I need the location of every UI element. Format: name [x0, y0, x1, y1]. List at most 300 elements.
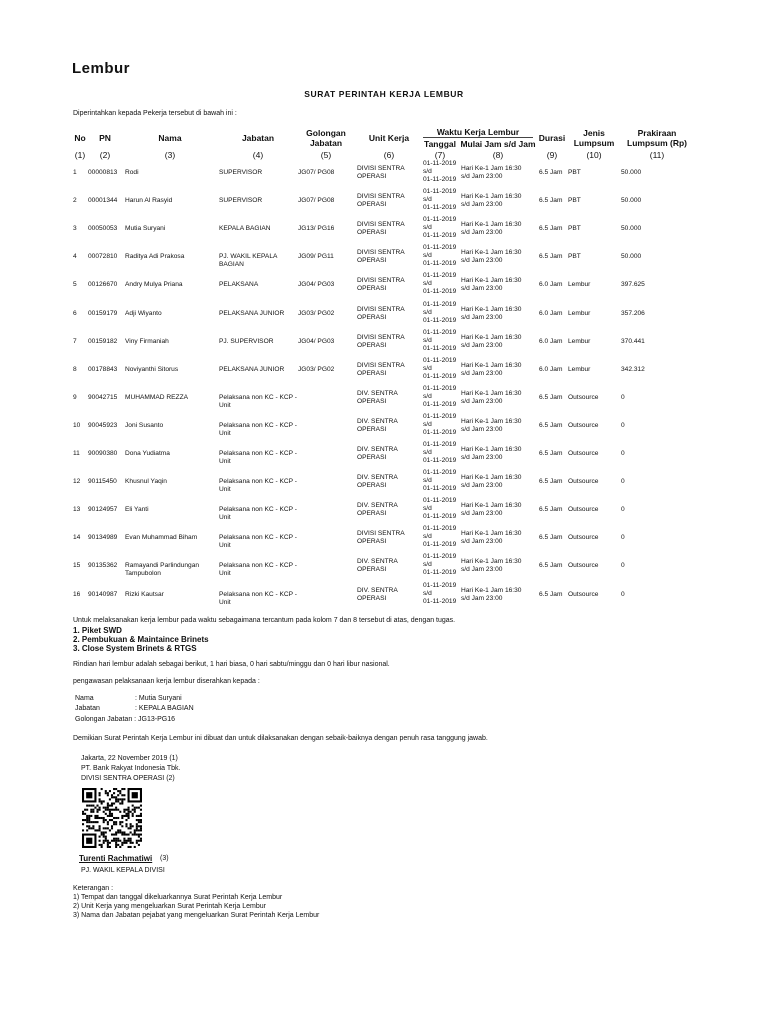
row-nilai: 0 [621, 534, 625, 542]
row-jam-part: s/d Jam 23:00 [461, 341, 503, 349]
row-no: 6 [73, 309, 77, 317]
row-tanggal-part: 01-11-2019 [423, 400, 457, 408]
intro-text: Diperintahkan kepada Pekerja tersebut di bawah ini : [73, 110, 237, 117]
row-jam-part: s/d Jam 23:00 [461, 425, 503, 433]
row-jabatan: Pelaksana non KC - KCP - Unit [219, 421, 297, 437]
row-durasi: 6.0 Jam [539, 365, 563, 373]
row-durasi: 6.5 Jam [539, 169, 563, 176]
note-3: 3) Nama dan Jabatan pejabat yang mengeluarkan Surat Perintah Kerja Lembur [73, 912, 320, 919]
row-tanggal-part: 01-11-2019 [423, 244, 457, 252]
row-jam-part: Hari Ke-1 Jam 16:30 [461, 586, 522, 594]
row-tanggal-part: 01-11-2019 [423, 428, 457, 436]
row-nilai: 50.000 [621, 225, 642, 233]
colnum-7: (7) [434, 150, 446, 160]
row-jam-part: s/d Jam 23:00 [461, 594, 503, 602]
row-jabatan: Pelaksana non KC - KCP - Unit [219, 590, 297, 606]
row-durasi: 6.5 Jam [539, 225, 563, 233]
row-jenis: PBT [568, 169, 581, 176]
row-tanggal-part: 01-11-2019 [423, 216, 457, 224]
row-tanggal-part: 01-11-2019 [423, 232, 457, 240]
row-nilai: 370.441 [621, 337, 645, 345]
row-jam-part: Hari Ke-1 Jam 16:30 [461, 277, 522, 285]
row-unit-kerja: DIVISI SENTRA OPERASI [357, 333, 405, 349]
row-tanggal-part: s/d [423, 392, 432, 400]
row-jabatan: Pelaksana non KC - KCP - Unit [219, 478, 297, 494]
row-durasi: 6.5 Jam [539, 534, 563, 542]
row-durasi: 6.5 Jam [539, 393, 563, 401]
row-mulai-jam [461, 530, 521, 546]
row-tanggal-part: s/d [423, 449, 432, 456]
table-row [0, 272, 768, 300]
signer-name: Turenti Rachmatiwi [79, 854, 153, 863]
row-tanggal [423, 357, 456, 381]
row-tanggal-part: 01-11-2019 [423, 344, 457, 352]
row-golongan: JG13/ PG16 [298, 225, 335, 233]
row-nilai: 397.625 [621, 281, 645, 289]
row-jam-part: s/d Jam 23:00 [461, 510, 503, 518]
row-tanggal-part: s/d [423, 561, 432, 569]
table-row [0, 525, 768, 553]
row-tanggal-part: 01-11-2019 [423, 541, 457, 549]
row-nama: Eli Yanti [125, 506, 149, 514]
row-mulai-jam [461, 165, 521, 181]
row-no: 11 [73, 450, 80, 457]
row-tanggal-part: 01-11-2019 [423, 300, 457, 308]
colnum-11: (11) [649, 150, 665, 160]
row-jenis: Outsource [568, 534, 599, 542]
row-jam-part: Hari Ke-1 Jam 16:30 [461, 530, 522, 538]
row-unit-kerja: DIV. SENTRA OPERASI [357, 558, 398, 574]
row-jam-part: Hari Ke-1 Jam 16:30 [461, 305, 522, 313]
row-unit-kerja: DIVISI SENTRA OPERASI [357, 305, 405, 321]
row-jam-part: s/d Jam 23:00 [461, 229, 503, 237]
row-jam-part: Hari Ke-1 Jam 16:30 [461, 165, 522, 172]
row-mulai-jam [461, 502, 521, 518]
row-nilai: 0 [621, 450, 625, 457]
row-tanggal-part: 01-11-2019 [423, 513, 457, 521]
row-tanggal-part: 01-11-2019 [423, 497, 457, 505]
row-tanggal-part: s/d [423, 252, 432, 260]
row-nama: Viny Firmaniah [125, 337, 169, 345]
row-unit-kerja: DIVISI SENTRA OPERASI [357, 221, 405, 237]
row-jam-part: s/d Jam 23:00 [461, 566, 503, 574]
company-name: PT. Bank Rakyat Indonesia Tbk. [81, 765, 181, 772]
row-no: 2 [73, 197, 77, 205]
row-mulai-jam [461, 558, 521, 574]
row-no: 5 [73, 281, 77, 289]
note-1: 1) Tempat dan tanggal dikeluarkannya Surat Perintah Kerja Lembur [73, 894, 283, 901]
row-tanggal [423, 497, 456, 521]
row-mulai-jam [461, 334, 521, 350]
row-pn: 90090380 [88, 450, 118, 457]
row-tanggal-part: 01-11-2019 [423, 569, 457, 577]
supervisor-jabatan-value: : KEPALA BAGIAN [135, 705, 194, 712]
row-tanggal-part: 01-11-2019 [423, 525, 457, 533]
row-unit-kerja: DIV. SENTRA OPERASI [357, 417, 398, 433]
row-jenis: Lembur [568, 337, 591, 345]
row-mulai-jam [461, 277, 521, 293]
row-durasi: 6.5 Jam [539, 590, 563, 598]
signer-number: (3) [160, 855, 169, 862]
row-pn: 00050053 [88, 225, 118, 233]
table-row [0, 553, 768, 581]
row-tanggal [423, 413, 456, 437]
row-jenis: PBT [568, 197, 581, 205]
notes-title: Keterangan : [73, 885, 114, 892]
row-tanggal-part: 01-11-2019 [423, 356, 457, 364]
col-golongan: Golongan Jabatan [306, 128, 346, 148]
table-row [0, 357, 768, 385]
colnum-6: (6) [383, 150, 395, 160]
row-jenis: PBT [568, 225, 581, 233]
pengawasan-text: pengawasan pelaksanaan kerja lembur diserahkan kepada : [73, 678, 260, 685]
row-no: 3 [73, 225, 77, 233]
row-nilai: 0 [621, 562, 625, 570]
row-durasi: 6.0 Jam [539, 309, 563, 317]
row-tanggal-part: s/d [423, 336, 432, 344]
row-jabatan: PELAKSANA JUNIOR [219, 309, 285, 317]
document-heading: SURAT PERINTAH KERJA LEMBUR [304, 89, 464, 99]
row-tanggal-part: 01-11-2019 [423, 412, 457, 420]
row-tanggal-part: s/d [423, 533, 432, 541]
row-tanggal-part: 01-11-2019 [423, 204, 457, 212]
row-durasi: 6.0 Jam [539, 337, 563, 345]
row-tanggal [423, 188, 456, 212]
row-unit-kerja: DIVISI SENTRA OPERASI [357, 361, 405, 377]
row-unit-kerja: DIVISI SENTRA OPERASI [357, 165, 405, 180]
row-mulai-jam [461, 474, 521, 490]
col-pn: PN [99, 133, 111, 143]
row-nilai: 357.206 [621, 309, 645, 317]
row-mulai-jam [461, 249, 521, 265]
row-jenis: Outsource [568, 421, 599, 429]
row-no: 13 [73, 506, 81, 514]
row-golongan: JG03/ PG02 [298, 365, 335, 373]
row-tanggal-part: 01-11-2019 [423, 288, 457, 296]
row-durasi: 6.5 Jam [539, 562, 563, 570]
row-mulai-jam [461, 362, 521, 378]
table-row [0, 244, 768, 272]
row-tanggal [423, 160, 456, 184]
row-unit-kerja: DIV. SENTRA OPERASI [357, 389, 398, 405]
row-tanggal-part: s/d [423, 224, 432, 232]
row-no: 10 [73, 421, 81, 429]
row-nama: Noviyanthi Sitorus [125, 365, 179, 373]
task-2: 2. Pembukuan & Maintaince Brinets [73, 635, 209, 644]
row-pn: 90042715 [88, 393, 118, 401]
row-tanggal-part: s/d [423, 589, 432, 597]
row-tanggal-part: 01-11-2019 [423, 328, 457, 336]
col-nama: Nama [158, 133, 182, 143]
row-unit-kerja: DIVISI SENTRA OPERASI [357, 249, 405, 265]
row-tanggal [423, 525, 456, 549]
row-tanggal [423, 272, 456, 296]
colnum-9: (9) [546, 150, 558, 160]
row-mulai-jam [461, 221, 521, 237]
row-nama: Raditya Adi Prakosa [125, 253, 185, 261]
row-nilai: 0 [621, 393, 625, 401]
supervisor-nama-label: Nama [75, 695, 94, 702]
row-tanggal-part: 01-11-2019 [423, 272, 457, 280]
row-jabatan: PJ. WAKIL KEPALA BAGIAN [219, 253, 278, 269]
supervisor-jabatan-label: Jabatan [75, 705, 100, 712]
row-jam-part: s/d Jam 23:00 [461, 257, 503, 265]
row-nama: Rodi [125, 169, 139, 176]
row-nama: Mutia Suryani [125, 225, 166, 233]
row-durasi: 6.5 Jam [539, 450, 563, 457]
row-no: 15 [73, 562, 81, 570]
closing-text: Demikian Surat Perintah Kerja Lembur ini dibuat dan untuk dilaksanakan dengan sebaik-baiknya dengan penuh rasa tanggung jawab. [73, 735, 488, 742]
row-golongan: JG03/ PG02 [298, 309, 335, 317]
row-nama: Harun Al Rasyid [125, 197, 173, 205]
row-tanggal-part: s/d [423, 168, 432, 175]
colnum-3: (3) [164, 150, 176, 160]
row-nilai: 0 [621, 590, 625, 598]
row-nama: Ramayandi Parlindungan Tampubolon [125, 562, 200, 578]
row-golongan: JG07/ PG08 [298, 197, 335, 205]
row-jam-part: Hari Ke-1 Jam 16:30 [461, 193, 522, 201]
row-tanggal-part: 01-11-2019 [423, 188, 457, 196]
row-tanggal-part: s/d [423, 477, 432, 485]
row-durasi: 6.5 Jam [539, 253, 563, 261]
row-tanggal-part: 01-11-2019 [423, 581, 457, 589]
signer-role: PJ. WAKIL KEPALA DIVISI [81, 867, 165, 874]
row-mulai-jam [461, 193, 521, 209]
row-jam-part: s/d Jam 23:00 [461, 285, 503, 293]
row-tanggal-part: 01-11-2019 [423, 160, 457, 167]
colnum-1: (1) [74, 150, 86, 160]
row-jabatan: Pelaksana non KC - KCP - Unit [219, 393, 297, 409]
col-no: No [74, 133, 86, 143]
row-jabatan: PELAKSANA [219, 281, 259, 289]
row-jabatan: Pelaksana non KC - KCP - Unit [219, 450, 297, 465]
col-durasi: Durasi [538, 133, 566, 143]
row-tanggal [423, 469, 456, 493]
row-nama: Khusnul Yaqin [125, 478, 167, 486]
table-row [0, 469, 768, 497]
col-tanggal: Tanggal [424, 139, 456, 149]
row-jenis: PBT [568, 253, 581, 261]
col-mulai: Mulai Jam s/d Jam [460, 139, 536, 149]
row-pn: 00001344 [88, 197, 118, 205]
row-jabatan: Pelaksana non KC - KCP - Unit [219, 562, 297, 578]
row-no: 16 [73, 590, 81, 598]
row-jam-part: s/d Jam 23:00 [461, 201, 503, 209]
page-title: Lembur [72, 60, 131, 77]
row-jam-part: s/d Jam 23:00 [461, 538, 503, 546]
table-row [0, 582, 768, 610]
colnum-4: (4) [252, 150, 264, 160]
place-date: Jakarta, 22 November 2019 (1) [81, 755, 178, 762]
row-unit-kerja: DIVISI SENTRA OPERASI [357, 277, 405, 293]
row-tanggal [423, 441, 456, 465]
row-pn: 00000813 [88, 169, 118, 176]
row-unit-kerja: DIVISI SENTRA OPERASI [357, 193, 405, 209]
row-nilai: 50.000 [621, 197, 642, 205]
row-mulai-jam [461, 446, 521, 462]
row-jam-part: s/d Jam 23:00 [461, 482, 503, 490]
row-jam-part: Hari Ke-1 Jam 16:30 [461, 389, 522, 397]
task-intro: Untuk melaksanakan kerja lembur pada waktu sebagaimana tercantum pada kolom 7 dan 8 tersebut di atas, dengan tugas. [73, 617, 456, 624]
row-jenis: Lembur [568, 365, 591, 373]
row-pn: 00126670 [88, 281, 118, 289]
row-jam-part: Hari Ke-1 Jam 16:30 [461, 417, 522, 425]
row-jabatan: KEPALA BAGIAN [219, 225, 271, 233]
row-tanggal [423, 301, 456, 325]
row-nilai: 342.312 [621, 365, 645, 373]
row-jabatan: PJ. SUPERVISOR [219, 337, 274, 345]
row-tanggal-part: s/d [423, 420, 432, 428]
table-row [0, 329, 768, 357]
row-pn: 00159182 [88, 337, 118, 345]
row-nilai: 0 [621, 478, 625, 486]
row-mulai-jam [461, 418, 521, 434]
row-pn: 00178843 [88, 365, 118, 373]
col-jenis: Jenis Lumpsum [573, 128, 615, 148]
row-jam-part: Hari Ke-1 Jam 16:30 [461, 446, 522, 453]
row-pn: 90124957 [88, 506, 118, 514]
row-tanggal [423, 582, 456, 606]
row-no: 7 [73, 337, 77, 345]
row-no: 4 [73, 253, 77, 261]
row-tanggal-part: 01-11-2019 [423, 316, 457, 324]
row-jam-part: s/d Jam 23:00 [461, 397, 503, 405]
colnum-5: (5) [320, 150, 332, 160]
task-3: 3. Close System Brinets & RTGS [73, 644, 197, 653]
row-nama: Joni Susanto [125, 421, 164, 429]
table-row [0, 216, 768, 244]
row-jabatan: Pelaksana non KC - KCP - Unit [219, 534, 297, 550]
row-jam-part: s/d Jam 23:00 [461, 454, 503, 461]
table-row [0, 160, 768, 188]
row-tanggal [423, 385, 456, 409]
row-jabatan: PELAKSANA JUNIOR [219, 365, 285, 373]
row-jam-part: Hari Ke-1 Jam 16:30 [461, 474, 522, 482]
row-mulai-jam [461, 587, 521, 603]
row-tanggal-part: 01-11-2019 [423, 384, 457, 392]
table-row [0, 301, 768, 329]
note-2: 2) Unit Kerja yang mengeluarkan Surat Perintah Kerja Lembur [73, 903, 266, 910]
row-jenis: Lembur [568, 281, 591, 289]
row-tanggal [423, 216, 456, 240]
row-mulai-jam [461, 390, 521, 406]
row-nama: Adji Wiyanto [125, 309, 162, 317]
row-jenis: Outsource [568, 478, 599, 486]
row-durasi: 6.0 Jam [539, 281, 563, 289]
row-no: 14 [73, 534, 81, 542]
row-tanggal-part: s/d [423, 196, 432, 204]
col-waktu: Waktu Kerja Lembur [436, 127, 520, 137]
row-pn: 90140987 [88, 590, 118, 598]
rincian-text: Rindian hari lembur adalah sebagai berikut, 1 hari biasa, 0 hari sabtu/minggu dan 0 hari libur nasional. [73, 661, 390, 668]
row-pn: 90135362 [88, 562, 118, 570]
row-golongan: JG07/ PG08 [298, 169, 335, 176]
row-unit-kerja: DIVISI SENTRA OPERASI [357, 530, 405, 546]
row-unit-kerja: DIV. SENTRA OPERASI [357, 502, 398, 518]
row-durasi: 6.5 Jam [539, 478, 563, 486]
row-jabatan: SUPERVISOR [219, 169, 263, 176]
row-tanggal-part: 01-11-2019 [423, 469, 457, 477]
colnum-2: (2) [99, 150, 111, 160]
row-jam-part: s/d Jam 23:00 [461, 173, 503, 180]
row-tanggal-part: s/d [423, 364, 432, 372]
row-jenis: Lembur [568, 309, 591, 317]
colnum-8: (8) [492, 150, 504, 160]
row-jam-part: s/d Jam 23:00 [461, 369, 503, 377]
row-unit-kerja: DIV. SENTRA OPERASI [357, 446, 398, 461]
row-no: 8 [73, 365, 77, 373]
row-tanggal-part: 01-11-2019 [423, 176, 457, 183]
row-jam-part: s/d Jam 23:00 [461, 313, 503, 321]
row-golongan: JG04/ PG03 [298, 281, 335, 289]
row-tanggal-part: s/d [423, 280, 432, 288]
row-unit-kerja: DIV. SENTRA OPERASI [357, 586, 398, 602]
row-no: 1 [73, 169, 77, 176]
row-jenis: Outsource [568, 450, 599, 457]
row-durasi: 6.5 Jam [539, 197, 563, 205]
row-nama: Rizki Kautsar [125, 590, 164, 598]
header-divider [423, 137, 533, 138]
row-tanggal-part: 01-11-2019 [423, 553, 457, 561]
row-tanggal-part: s/d [423, 308, 432, 316]
row-tanggal [423, 553, 456, 577]
row-jam-part: Hari Ke-1 Jam 16:30 [461, 221, 522, 229]
row-durasi: 6.5 Jam [539, 506, 563, 514]
row-jenis: Outsource [568, 590, 599, 598]
row-tanggal-part: 01-11-2019 [423, 485, 457, 493]
row-jam-part: Hari Ke-1 Jam 16:30 [461, 361, 522, 369]
table-row [0, 385, 768, 413]
row-durasi: 6.5 Jam [539, 421, 563, 429]
table-row [0, 413, 768, 441]
row-jabatan: SUPERVISOR [219, 197, 263, 205]
table-row [0, 441, 768, 469]
row-jenis: Outsource [568, 506, 599, 514]
row-jenis: Outsource [568, 562, 599, 570]
row-tanggal-part: 01-11-2019 [423, 372, 457, 380]
table-row [0, 497, 768, 525]
row-golongan: JG04/ PG03 [298, 337, 335, 345]
row-nilai: 50.000 [621, 253, 642, 261]
row-unit-kerja: DIV. SENTRA OPERASI [357, 474, 398, 490]
col-jabatan: Jabatan [241, 133, 275, 143]
col-prakiraan: Prakiraan Lumpsum (Rp) [627, 128, 687, 148]
row-mulai-jam [461, 306, 521, 322]
row-nama: Evan Muhammad Biham [125, 534, 198, 542]
row-jam-part: Hari Ke-1 Jam 16:30 [461, 249, 522, 257]
row-jam-part: Hari Ke-1 Jam 16:30 [461, 558, 522, 566]
row-tanggal-part: 01-11-2019 [423, 441, 457, 448]
task-1: 1. Piket SWD [73, 626, 122, 635]
row-jenis: Outsource [568, 393, 599, 401]
row-pn: 90134989 [88, 534, 118, 542]
row-pn: 00159179 [88, 309, 118, 317]
row-tanggal [423, 244, 456, 268]
row-golongan: JG09/ PG11 [298, 253, 334, 261]
row-tanggal-part: 01-11-2019 [423, 457, 457, 464]
row-pn: 90115450 [88, 478, 117, 486]
col-unit-kerja: Unit Kerja [368, 133, 410, 143]
row-pn: 90045923 [88, 421, 118, 429]
division-name: DIVISI SENTRA OPERASI (2) [81, 775, 175, 782]
row-nilai: 0 [621, 421, 625, 429]
row-jam-part: Hari Ke-1 Jam 16:30 [461, 502, 522, 510]
row-nama: MUHAMMAD REZZA [125, 393, 189, 401]
supervisor-golongan: Golongan Jabatan : JG13-PG16 [75, 716, 176, 723]
qr-code-icon [82, 788, 142, 848]
row-tanggal-part: 01-11-2019 [423, 260, 457, 268]
supervisor-nama-value: : Mutia Suryani [135, 695, 182, 702]
